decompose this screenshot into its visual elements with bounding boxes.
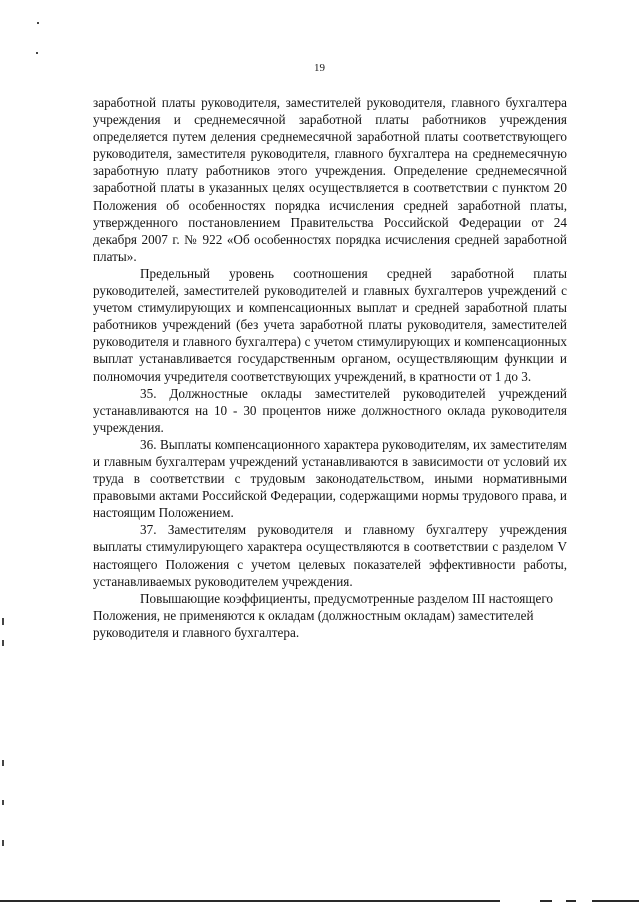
document-body	[93, 94, 567, 641]
scan-margin-dash	[2, 800, 4, 805]
scan-margin-dash	[2, 618, 4, 625]
paragraph-item-37: 37. Заместителям руководителя и главному бухгалтеру учреждения выплаты стимулирующего характера осуществляются в соответствии с разделом V настоящего Положения с учетом целевых показателей эффективности работы, устанавливаемых руководителем учреждения.	[93, 522, 567, 589]
scan-margin-dash	[2, 640, 4, 646]
scan-bottom-edge-line	[592, 900, 639, 902]
scan-margin-dash	[2, 840, 4, 846]
paragraph-salary-ratio-limit: Предельный уровень соотношения средней заработной платы руководителей, заместителей руководителей и главных бухгалтеров учреждений с учетом стимулирующих и компенсационных выплат и средней заработной платы работников учреждений (без учета заработной платы руководителя, заместителей руководителя и главного бухгалтера) с учетом стимулирующих и компенсационных выплат устанавливается государственным органом, осуществляющим функции и полномочия учредителя соответствующих учреждений, в кратности от 1 до 3.	[93, 265, 567, 384]
scan-bottom-edge-line	[0, 900, 500, 902]
scan-speck	[37, 22, 39, 24]
page-number: 19	[314, 62, 325, 74]
paragraph-salary-ratio-definition: заработной платы руководителя, заместителей руководителя, главного бухгалтера учреждения и среднемесячной заработной платы работников учреждения определяется путем деления среднемесячной заработной платы соответствующего руководителя, заместителя руководителя, главного бухгалтера на среднемесячную заработную плату работников этого учреждения. Определение среднемесячной заработной платы в указанных целях осуществляется в соответствии с пунктом 20 Положения об особенностях порядка исчисления средней заработной платы, утвержденного постановлением Правительства Российской Федерации от 24 декабря 2007 г. № 922 «Об особенностях порядка исчисления средней заработной платы».	[93, 95, 567, 264]
scan-bottom-edge-line	[540, 900, 552, 902]
paragraph-coefficients: Повышающие коэффициенты, предусмотренные разделом III настоящего Положения, не применяются к окладам (должностным окладам) заместителей руководителя и главного бухгалтера.	[93, 590, 554, 640]
paragraph-item-36: 36. Выплаты компенсационного характера руководителям, их заместителям и главным бухгалтерам учреждений устанавливаются в зависимости от условий их труда в соответствии с трудовым законодательством, иными нормативными правовыми актами Российской Федерации, содержащими нормы трудового права, и настоящим Положением.	[93, 436, 567, 521]
paragraph-item-35: 35. Должностные оклады заместителей руководителей учреждений устанавливаются на 10 - 30 процентов ниже должностного оклада руководителя учреждения.	[93, 385, 567, 435]
scan-margin-dash	[2, 760, 4, 766]
scan-speck	[36, 52, 38, 54]
scan-bottom-edge-line	[566, 900, 576, 902]
